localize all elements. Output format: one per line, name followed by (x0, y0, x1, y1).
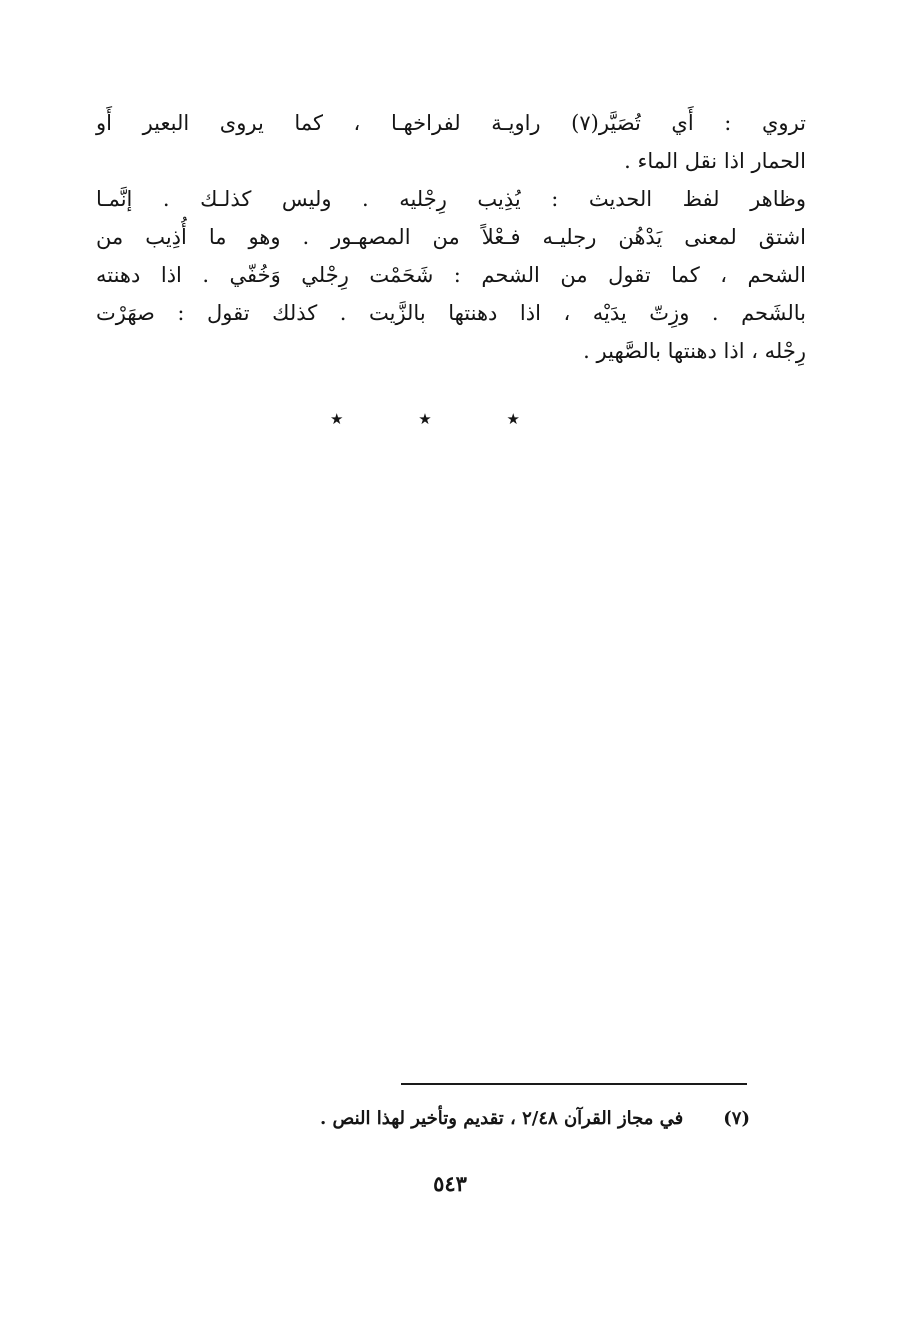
text-line-1: تروي : أَي تُصَيَّر(٧) راويـة لفراخهـا ، كما يروى البعير أَو (96, 111, 806, 135)
star-icon: ★ (330, 410, 344, 428)
star-icon: ★ (506, 410, 520, 428)
body-text (96, 104, 806, 370)
footnote-marker: (٧) (723, 1108, 750, 1129)
text-line-4: اشتق لمعنى يَدْهُن رجليـه فـعْلاً من المصهـور . وهو ما أُذِيب من (96, 225, 806, 249)
footnote-text: في مجاز القرآن ٢/٤٨ ، تقديم وتأخير لهذا النص . (319, 1108, 684, 1129)
footnote-divider (401, 1083, 747, 1085)
text-line-5: الشحم ، كما تقول من الشحم : شَحَمْت رِجْلي وَخُفّي . اذا دهنته (96, 263, 806, 287)
text-line-6: بالشَحم . وزِتّ يدَيْه ، اذا دهنتها بالزَّيت . كذلك تقول : صهَرْت (96, 301, 806, 325)
section-separator (330, 404, 520, 434)
page-number: ٥٤٣ (433, 1171, 467, 1196)
star-icon: ★ (418, 410, 432, 428)
text-line-7: رِجْله ، اذا دهنتها بالصَّهير . (583, 339, 806, 363)
footnote (220, 1104, 750, 1134)
text-line-2: الحمار اذا نقل الماء . (624, 149, 806, 173)
text-line-3: وظاهر لفظ الحديث : يُذِيب رِجْليه . وليس كذلـك . إنَّمـا (96, 187, 806, 211)
